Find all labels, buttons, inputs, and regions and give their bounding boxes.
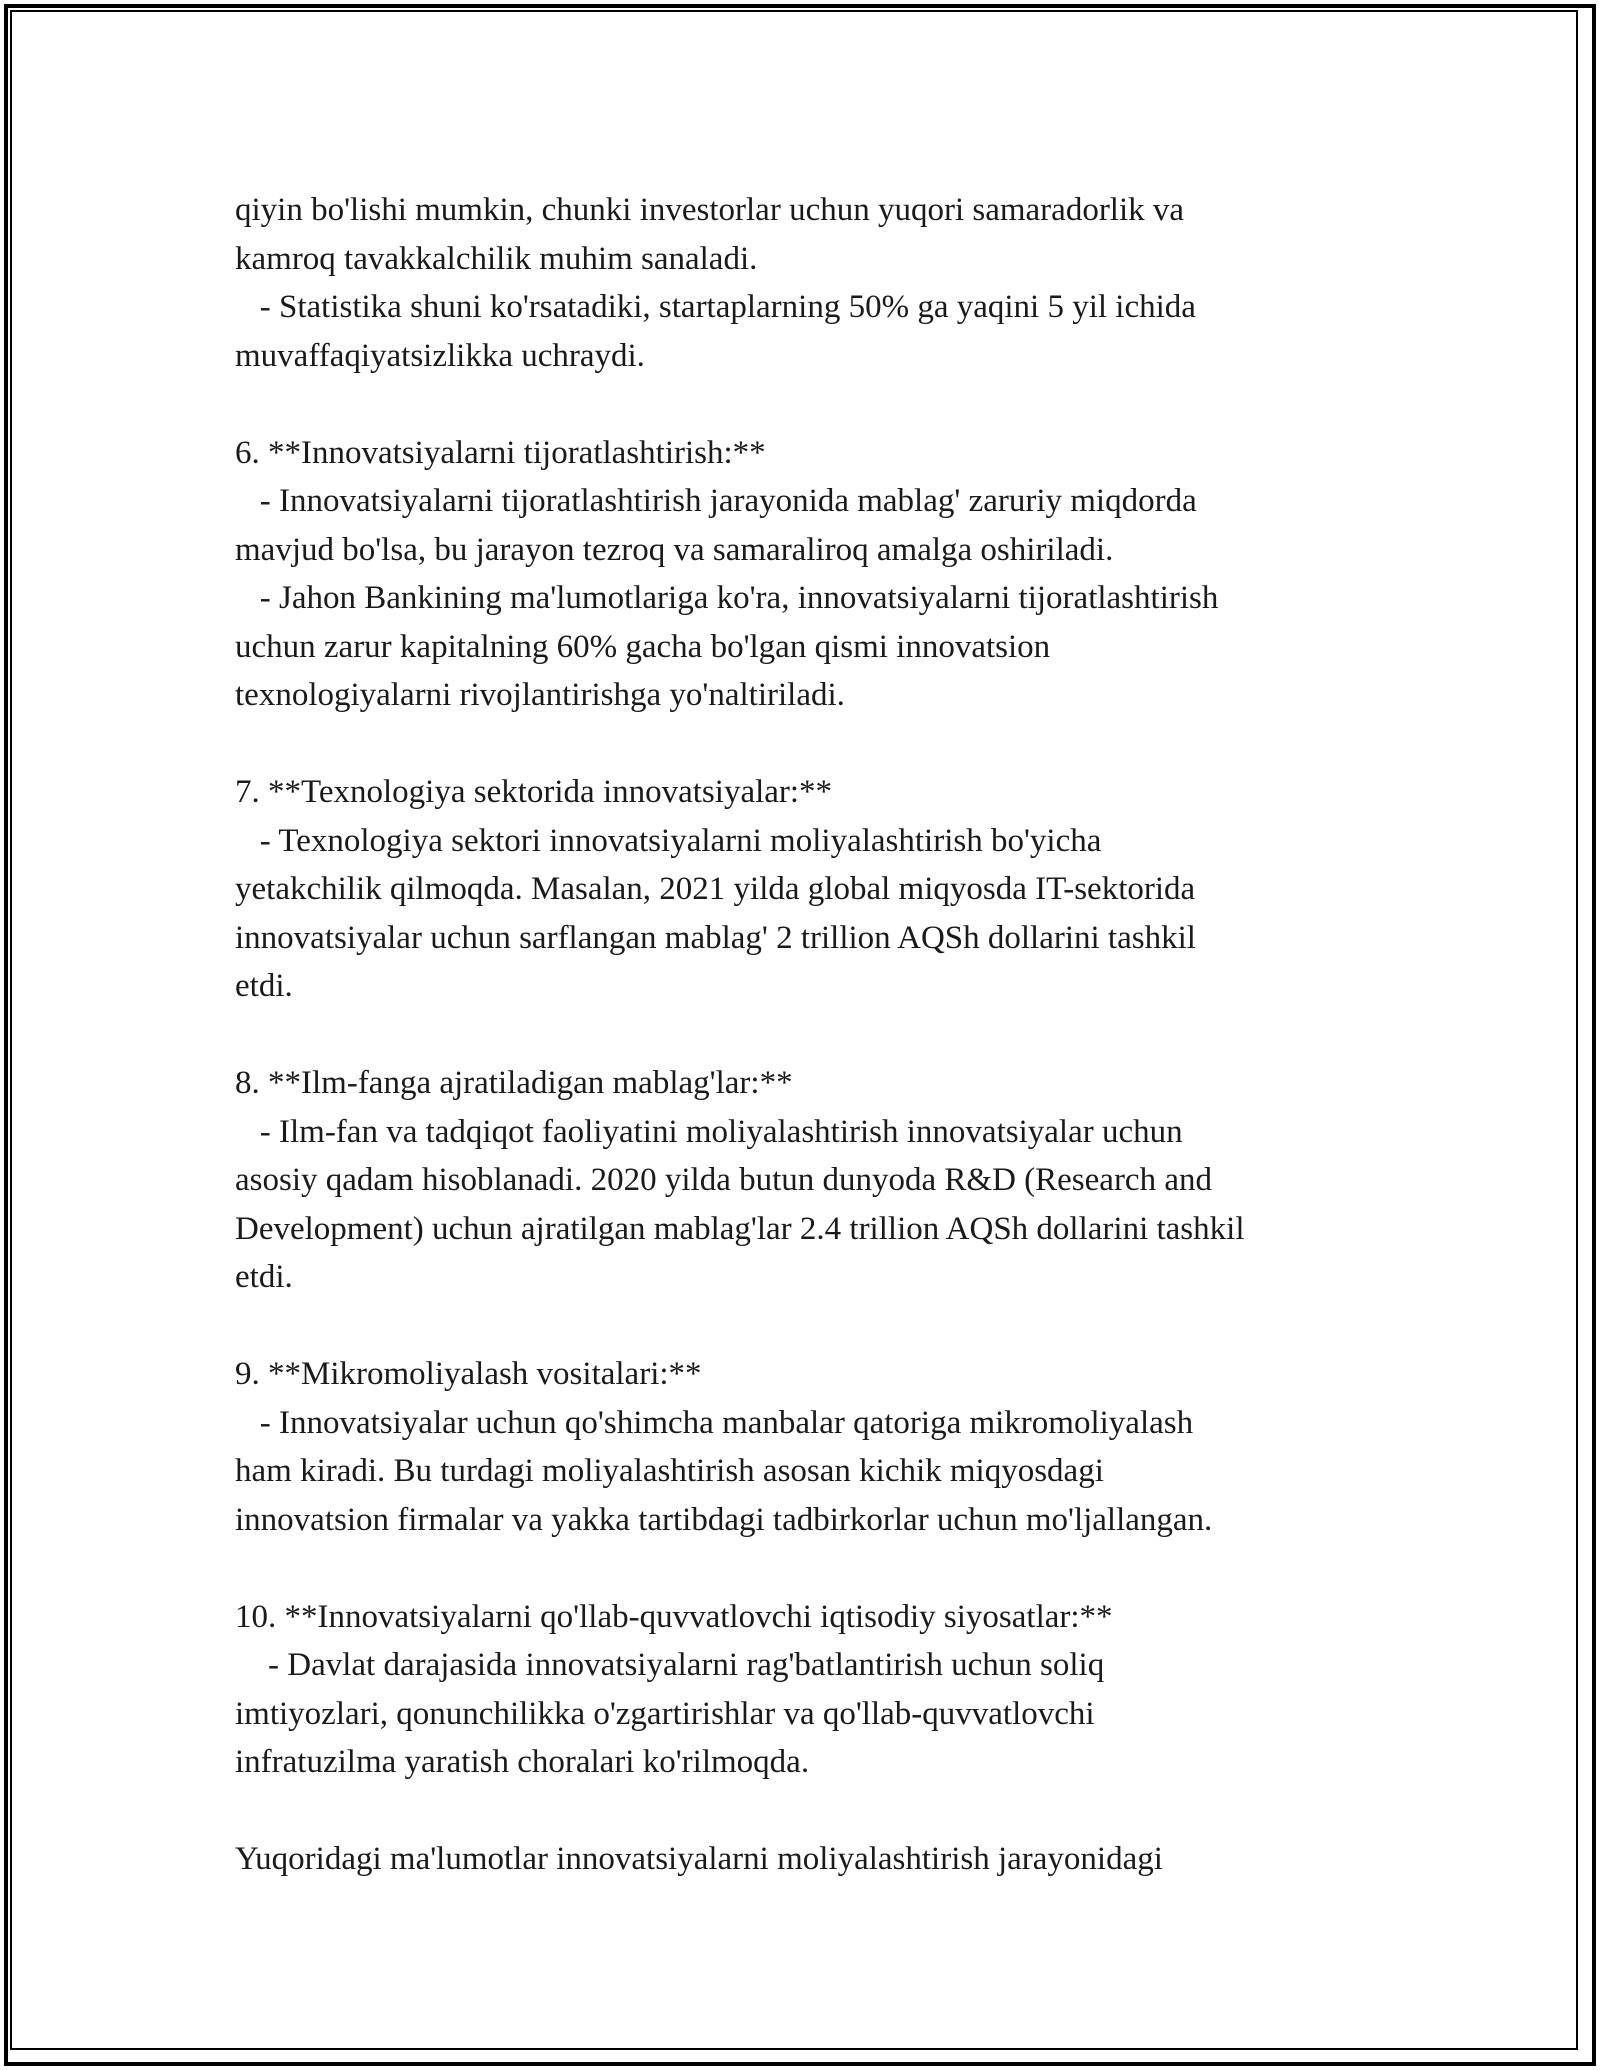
paragraph-spacer	[235, 720, 1385, 769]
text-line: - Ilm-fan va tadqiqot faoliyatini moliyalashtirish innovatsiyalar uchun	[235, 1113, 1183, 1150]
text-line: innovatsion firmalar va yakka tartibdagi tadbirkorlar uchun mo'ljallangan.	[235, 1501, 1213, 1538]
section-heading: 6. **Innovatsiyalarni tijoratlashtirish:**	[235, 434, 766, 471]
document-body	[235, 186, 1385, 1884]
section-9	[235, 1350, 1385, 1544]
section-10	[235, 1593, 1385, 1787]
text-line: texnologiyalarni rivojlantirishga yo'naltiriladi.	[235, 677, 845, 713]
section-7	[235, 768, 1385, 1011]
text-line: ham kiradi. Bu turdagi moliyalashtirish asosan kichik miqyosdagi	[235, 1453, 1104, 1489]
section-heading: 7. **Texnologiya sektorida innovatsiyalar:**	[235, 774, 833, 810]
text-line: innovatsiyalar uchun sarflangan mablag' 2 trillion AQSh dollarini tashkil	[235, 919, 1196, 956]
text-line: etdi.	[235, 968, 293, 1004]
text-line: kamroq tavakkalchilik muhim sanaladi.	[235, 240, 758, 277]
section-heading: 8. **Ilm-fanga ajratiladigan mablag'lar:**	[235, 1065, 793, 1101]
closing-paragraph	[235, 1835, 1385, 1884]
paragraph-spacer	[235, 1302, 1385, 1351]
text-line: - Davlat darajasida innovatsiyalarni rag'batlantirish uchun soliq	[235, 1647, 1105, 1683]
section-8	[235, 1059, 1385, 1302]
text-line: yetakchilik qilmoqda. Masalan, 2021 yilda global miqyosda IT-sektorida	[235, 871, 1196, 907]
text-line: - Innovatsiyalar uchun qo'shimcha manbalar qatoriga mikromoliyalash	[235, 1404, 1194, 1441]
text-line: - Statistika shuni ko'rsatadiki, startaplarning 50% ga yaqini 5 yil ichida	[235, 289, 1196, 325]
text-line: Development) uchun ajratilgan mablag'lar 2.4 trillion AQSh dollarini tashkil	[235, 1210, 1245, 1247]
text-line: Yuqoridagi ma'lumotlar innovatsiyalarni moliyalashtirish jarayonidagi	[235, 1841, 1163, 1877]
paragraph-spacer	[235, 1011, 1385, 1060]
text-line: imtiyozlari, qonunchilikka o'zgartirishlar va qo'llab-quvvatlovchi	[235, 1695, 1095, 1732]
text-line: mavjud bo'lsa, bu jarayon tezroq va samaraliroq amalga oshiriladi.	[235, 531, 1114, 568]
text-line: uchun zarur kapitalning 60% gacha bo'lgan qismi innovatsion	[235, 628, 1051, 665]
text-line: etdi.	[235, 1259, 293, 1295]
section-heading: 10. **Innovatsiyalarni qo'llab-quvvatlovchi iqtisodiy siyosatlar:**	[235, 1598, 1113, 1635]
paragraph-spacer	[235, 380, 1385, 429]
text-line: - Jahon Bankining ma'lumotlariga ko'ra, innovatsiyalarni tijoratlashtirish	[235, 580, 1219, 616]
text-line: - Texnologiya sektori innovatsiyalarni moliyalashtirish bo'yicha	[235, 822, 1102, 859]
text-line: muvaffaqiyatsizlikka uchraydi.	[235, 337, 645, 374]
paragraph-spacer	[235, 1544, 1385, 1593]
text-line: asosiy qadam hisoblanadi. 2020 yilda butun dunyoda R&D (Research and	[235, 1162, 1212, 1198]
text-line: infratuzilma yaratish choralari ko'rilmoqda.	[235, 1744, 810, 1780]
section-heading: 9. **Mikromoliyalash vositalari:**	[235, 1356, 702, 1392]
paragraph-spacer	[235, 1787, 1385, 1836]
text-line: qiyin bo'lishi mumkin, chunki investorlar uchun yuqori samaradorlik va	[235, 192, 1185, 228]
section-6	[235, 429, 1385, 720]
paragraph	[235, 186, 1385, 380]
text-line: - Innovatsiyalarni tijoratlashtirish jarayonida mablag' zaruriy miqdorda	[235, 483, 1197, 519]
